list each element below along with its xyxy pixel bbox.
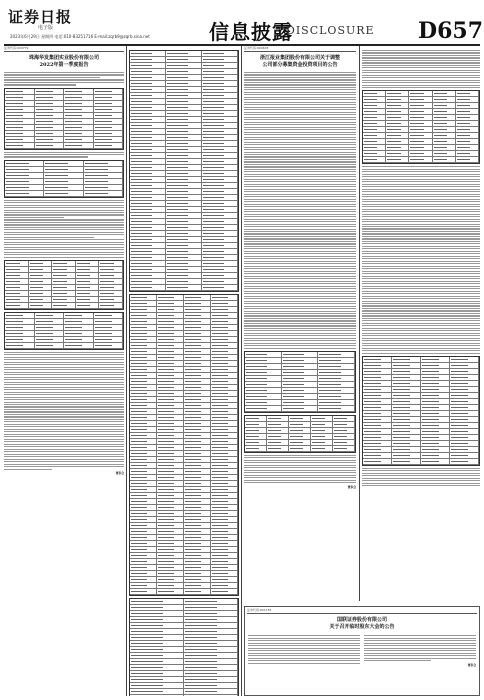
column-1 (4, 46, 124, 696)
stock-code: 证券代码:601155 (247, 608, 272, 612)
article-title (244, 55, 356, 69)
article-signature: 董事会 (347, 484, 356, 489)
data-table (4, 160, 124, 198)
section-title: 信息披露 (209, 20, 293, 44)
article-header (247, 608, 477, 614)
masthead (4, 4, 484, 46)
article-signature: 董事会 (467, 662, 476, 667)
article-title (245, 617, 479, 631)
article-signature: 董事会 (115, 471, 124, 476)
publication-meta: 2023年6月29日 星期四 电话:010-83251716 E-mail:zqrb9@zqrb.sina.net (10, 34, 150, 39)
data-table (362, 356, 480, 466)
column-3 (244, 46, 356, 696)
article-body (4, 72, 124, 475)
stock-code: 证券代码:600633 (244, 46, 269, 50)
stock-code: 证券代码:000779 (4, 46, 29, 50)
boxed-announcement (244, 606, 480, 696)
logo-subtitle: 电子版 (38, 25, 54, 31)
data-table (129, 50, 239, 292)
article-title (4, 55, 124, 69)
article-body (244, 72, 356, 489)
column-divider (359, 46, 360, 601)
article-body (245, 634, 479, 667)
column-2 (129, 46, 239, 696)
article-title-line-1: 浙江报业集团股份有限公司关于调整 (259, 55, 340, 61)
article-header (4, 46, 124, 52)
content-columns (4, 46, 480, 696)
newspaper-logo: 证券日报 (8, 8, 73, 26)
page-number: D657 (418, 18, 484, 44)
data-table (4, 88, 124, 150)
article-title-line-2: 2022年第一季度报告 (39, 62, 89, 68)
article-title-line-2: 公司部分募集资金投资项目的公告 (262, 62, 338, 68)
article-header (244, 46, 356, 52)
column-4 (362, 46, 480, 601)
article-title-line-1: 珠海华发集团实业股份有限公司 (28, 55, 99, 61)
section-subtitle: DISCLOSURE (286, 24, 375, 37)
data-table (244, 415, 356, 453)
data-table (129, 294, 239, 596)
data-table (244, 351, 356, 413)
column-divider (241, 46, 242, 696)
column-divider (126, 46, 127, 696)
data-table (362, 90, 480, 164)
data-table (4, 260, 124, 310)
data-table (4, 312, 124, 350)
data-table (129, 598, 239, 696)
article-title-line-2: 关于召开临时股东大会的公告 (329, 624, 395, 630)
article-title-line-1: 国联证券股份有限公司 (336, 617, 387, 623)
